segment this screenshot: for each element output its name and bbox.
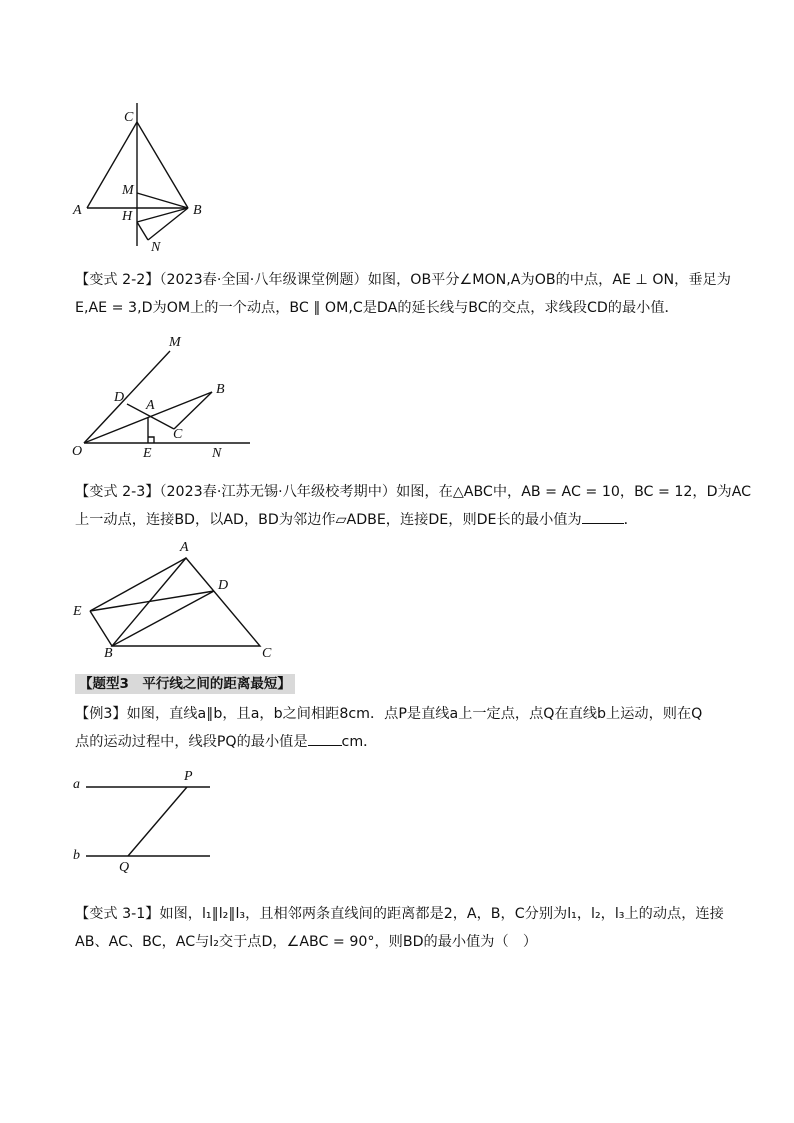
label-m: M [122,183,134,198]
label-c: C [173,427,183,442]
variant-2-3-line1: 【变式 2-3】（2023春·江苏无锡·八年级校考期中）如图，在△ABC中，AB = AC = 10，BC = 12，D为AC [75,484,752,500]
section-heading: 【题型3 平行线之间的距离最短】 [75,674,295,694]
variant-2-2-line2: E,AE = 3,D为OM上的一个动点，BC ∥ OM,C是DA的延长线与BC的交点，求线段CD的最小值． [75,300,679,316]
label-b: B [104,646,113,661]
label-line-b: b [73,848,80,863]
label-b: B [193,203,202,218]
variant-2-3-line2-text: 上一动点，连接BD，以AD，BD为邻边作▱ADBE，连接DE，则DE长的最小值为 [75,512,582,528]
variant-2-2-line1: 【变式 2-2】（2023春·全国·八年级课堂例题）如图，OB平分∠MON,A为OB的中点，AE ⊥ ON，垂足为 [75,272,731,288]
label-d: D [114,390,125,405]
example-3-line1: 【例3】如图，直线a∥b，且a，b之间相距8cm．点P是直线a上一定点，点Q在直线b上运动，则在Q [75,706,703,722]
label-m: M [169,335,181,350]
label-a: A [180,540,189,555]
label-a: A [146,398,155,413]
variant-2-3-line2-end: ． [623,512,638,528]
label-e: E [73,604,82,619]
label-q: Q [119,860,130,875]
label-c: C [262,646,272,661]
label-n: N [212,446,222,461]
label-h: H [122,209,133,224]
example-3-line2-text: 点的运动过程中，线段PQ的最小值是 [75,734,308,750]
example-3-line2-end: cm． [341,734,378,750]
label-n: N [151,240,161,255]
variant-3-1-line1: 【变式 3-1】如图，l₁∥l₂∥l₃，且相邻两条直线间的距离都是2，A，B，C分别为l₁，l₂，l₃上的动点，连接 [75,906,724,922]
label-o: O [72,444,83,459]
label-d: D [218,578,229,593]
label-b: B [216,382,225,397]
label-c: C [124,110,134,125]
label-p: P [184,769,193,784]
label-e: E [143,446,152,461]
variant-3-1-line2: AB、AC、BC，AC与l₂交于点D，∠ABC = 90°，则BD的最小值为（ ） [75,934,538,950]
label-line-a: a [73,777,80,792]
variant-3-1 [75,900,725,956]
label-a: A [73,203,82,218]
